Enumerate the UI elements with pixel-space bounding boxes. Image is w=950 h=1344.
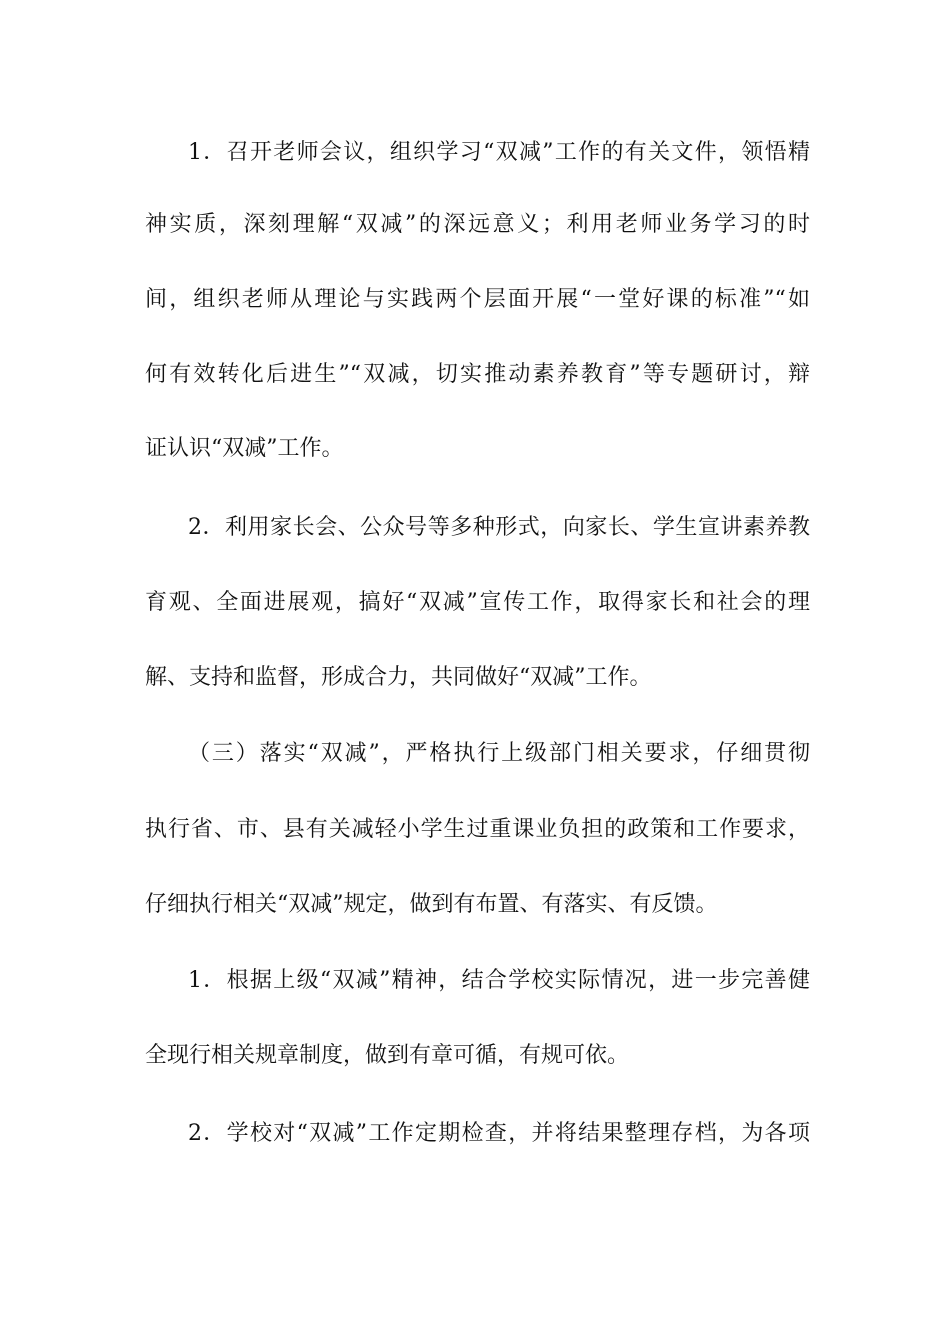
section-3-line-2: 执行省、市、县有关减轻小学生过重课业负担的政策和工作要求，	[145, 817, 810, 842]
paragraph-4-line-2: 全现行相关规章制度，做到有章可循，有规可依。	[145, 1043, 630, 1068]
paragraph-1-line-2: 神实质，深刻理解“双减”的深远意义；利用老师业务学习的时	[145, 212, 810, 237]
section-3-line-1: （三）落实“双减”，严格执行上级部门相关要求，仔细贯彻	[188, 741, 810, 766]
section-3-line-3: 仔细执行相关“双减”规定，做到有布置、有落实、有反馈。	[145, 892, 718, 917]
paragraph-1-line-5: 证认识“双减”工作。	[145, 436, 344, 461]
paragraph-1-line-3: 间，组织老师从理论与实践两个层面开展“一堂好课的标准”“如	[145, 287, 810, 312]
paragraph-2-line-2: 育观、全面进展观，搞好“双减”宣传工作，取得家长和社会的理	[145, 590, 810, 615]
paragraph-4-line-1: 1．根据上级“双减”精神，结合学校实际情况，进一步完善健	[188, 968, 810, 993]
paragraph-1-line-4: 何有效转化后进生”“双减，切实推动素养教育”等专题研讨，辩	[145, 362, 810, 387]
paragraph-1-line-1: 1．召开老师会议，组织学习“双减”工作的有关文件，领悟精	[188, 140, 810, 165]
paragraph-2-line-1: 2．利用家长会、公众号等多种形式，向家长、学生宣讲素养教	[188, 515, 810, 540]
paragraph-2-line-3: 解、支持和监督，形成合力，共同做好“双减”工作。	[145, 665, 652, 690]
paragraph-5-line-1: 2．学校对“双减”工作定期检查，并将结果整理存档，为各项	[188, 1121, 810, 1146]
